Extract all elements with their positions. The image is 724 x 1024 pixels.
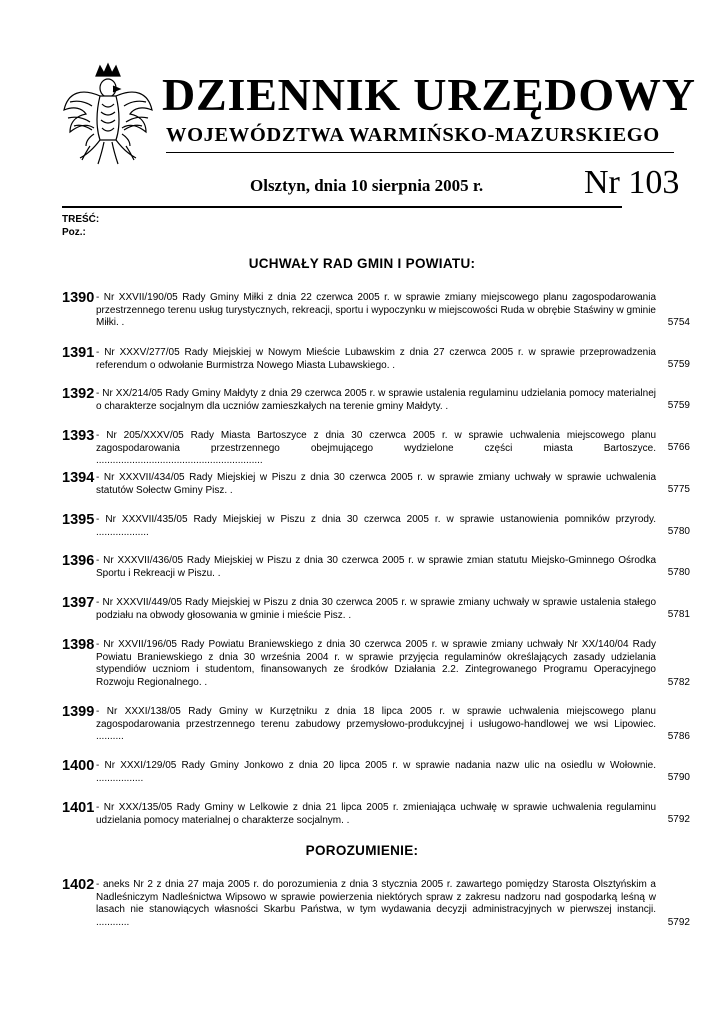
leader-dots: ............ [96, 916, 130, 928]
entry-page: 5759 [667, 400, 690, 411]
leader-dots: . [201, 676, 208, 688]
entry-number: 1399 [62, 704, 95, 720]
entry-number: 1394 [62, 470, 95, 486]
contents-label: TREŚĆ: [62, 214, 100, 225]
leader-dots: . [118, 317, 125, 329]
place-and-date: Olsztyn, dnia 10 sierpnia 2005 r. [250, 176, 484, 195]
entry-text: - Nr XXVII/196/05 Rady Powiatu Braniewskiego z dnia 30 czerwca 2005 r. w sprawie zmiany uchwały Nr XX/140/04 Rady Powiatu Braniewskiego z dnia 30 września 2004 r. w sprawie przyjęcia regulaminów określających zasady udzielania stypendiów uczniom i studentom, finansowanych ze środków Działania 2.2. Zintegrowanego Programu Operacyjnego Rozwoju Regionalnego. . [96, 639, 656, 689]
entry-text: - Nr XXXV/277/05 Rady Miejskiej w Nowym Mieście Lubawskim z dnia 27 czerwca 2005 r. w sprawie przeprowadzenia referendum o odwołanie Burmistrza Nowego Miasta Lubawskiego. . [96, 347, 656, 372]
main-divider [62, 206, 622, 208]
entry-page: 5792 [667, 917, 690, 928]
entry-text: - Nr XXXVII/434/05 Rady Miejskiej w Piszu z dnia 30 czerwca 2005 r. w sprawie zmiany uchwały w sprawie uchwalenia statutów Sołectw Gminy Pisz. . [96, 472, 656, 497]
leader-dots: . [343, 814, 350, 826]
entry-text: - Nr XXVII/190/05 Rady Gminy Miłki z dnia 22 czerwca 2005 r. w sprawie zmiany miejscowego planu zagospodarowania przestrzennego terenu usług turystycznych, rekreacji, sportu i wypoczynku w miejscowości Ruda w obrębie Staświny w gminie Miłki. . [96, 292, 656, 330]
entry-number: 1391 [62, 345, 95, 361]
entry-number: 1393 [62, 428, 95, 444]
entry-text: - Nr XXXI/138/05 Rady Gminy w Kurzętniku z dnia 18 lipca 2005 r. w sprawie uchwalenia miejscowego planu zagospodarowania przestrzennego terenu zabudowy przemysłowo-produkcyjnej i usługowo-handlowej we wsi Lipowiec. .......... [96, 706, 656, 744]
entry-text: - Nr 205/XXXV/05 Rady Miasta Bartoszyce z dnia 30 czerwca 2005 r. w sprawie uchwalenia miejscowego planu zagospodarowania przestrzennego obejmującego wydzielone części miasta Bartoszyce. ............................................................ [96, 430, 656, 468]
entry-number: 1397 [62, 595, 95, 611]
entry-page: 5775 [667, 484, 690, 495]
leader-dots: ................. [96, 772, 144, 784]
entry-page: 5780 [667, 567, 690, 578]
entry-number: 1398 [62, 637, 95, 653]
entry-text: - Nr XXX/135/05 Rady Gminy w Lelkowie z dnia 21 lipca 2005 r. zmieniająca uchwałę w sprawie uchwalenia regulaminu udzielania pomocy materialnej o charakterze socjalnym. . [96, 802, 656, 827]
entry-number: 1395 [62, 512, 95, 528]
entry-page: 5754 [667, 317, 690, 328]
entry-page: 5782 [667, 677, 690, 688]
entry-number: 1401 [62, 800, 95, 816]
entry-page: 5790 [667, 772, 690, 783]
position-label: Poz.: [62, 227, 86, 238]
leader-dots: . [442, 400, 449, 412]
entry-number: 1402 [62, 877, 95, 893]
journal-subtitle: WOJEWÓDZTWA WARMIŃSKO-MAZURSKIEGO [166, 124, 660, 146]
section-heading-agreement: POROZUMIENIE: [305, 843, 419, 858]
entry-text: - Nr XXXVII/449/05 Rady Miejskiej w Piszu z dnia 30 czerwca 2005 r. w sprawie zmiany uchwały w sprawie ustalenia stałego podziału na obwody głosowania w gminie i mieście Pisz. . [96, 597, 656, 622]
entry-text: - Nr XX/214/05 Rady Gminy Małdyty z dnia 29 czerwca 2005 r. w sprawie ustalenia regulaminu udzielania pomocy materialnej o charakterze socjalnym dla uczniów zamieszkałych na terenie gminy Małdyty. . [96, 388, 656, 413]
entry-page: 5780 [667, 526, 690, 537]
entry-number: 1392 [62, 386, 95, 402]
entry-page: 5781 [667, 609, 690, 620]
entry-text: - Nr XXXVII/436/05 Rady Miejskiej w Piszu z dnia 30 czerwca 2005 r. w sprawie zmian statutu Miejsko-Gminnego Ośrodka Sportu i Rekreacji w Piszu. . [96, 555, 656, 580]
leader-dots: .......... [96, 731, 124, 743]
entry-number: 1396 [62, 553, 95, 569]
entry-number: 1390 [62, 290, 95, 306]
entry-text: - aneks Nr 2 z dnia 27 maja 2005 r. do porozumienia z dnia 3 stycznia 2005 r. zawartego pomiędzy Starosta Olsztyńskim a Nadleśniczym Nadleśnictwa Wipsowo w sprawie powierzenia niektórych spraw z zakresu nadzoru nad gospodarką leśną w lasach nie stanowiących własności Skarbu Państwa, w tym wydawania decyzji administracyjnych w pierwszej instancji. ............ [96, 879, 656, 929]
entry-text: - Nr XXXVII/435/05 Rady Miejskiej w Piszu z dnia 30 czerwca 2005 r. w sprawie ustanowienia pomników przyrody. ................... [96, 514, 656, 539]
journal-title: DZIENNIK URZĘDOWY [162, 69, 696, 120]
eagle-emblem-icon [60, 62, 156, 166]
section-heading-resolutions: UCHWAŁY RAD GMIN I POWIATU: [248, 256, 476, 271]
entry-page: 5766 [667, 442, 690, 453]
leader-dots: . [214, 567, 221, 579]
entry-text: - Nr XXXI/129/05 Rady Gminy Jonkowo z dnia 20 lipca 2005 r. w sprawie nadania nazw ulic na osiedlu w Wołownie. ................. [96, 760, 656, 785]
leader-dots: ............................................................ [96, 455, 263, 467]
issue-number: Nr 103 [584, 164, 680, 201]
leader-dots: ................... [96, 526, 149, 538]
entry-number: 1400 [62, 758, 95, 774]
leader-dots: . [389, 359, 396, 371]
header-divider [166, 152, 674, 153]
entry-page: 5759 [667, 359, 690, 370]
entry-page: 5786 [667, 731, 690, 742]
entry-page: 5792 [667, 814, 690, 825]
leader-dots: . [345, 609, 352, 621]
leader-dots: . [227, 484, 233, 496]
